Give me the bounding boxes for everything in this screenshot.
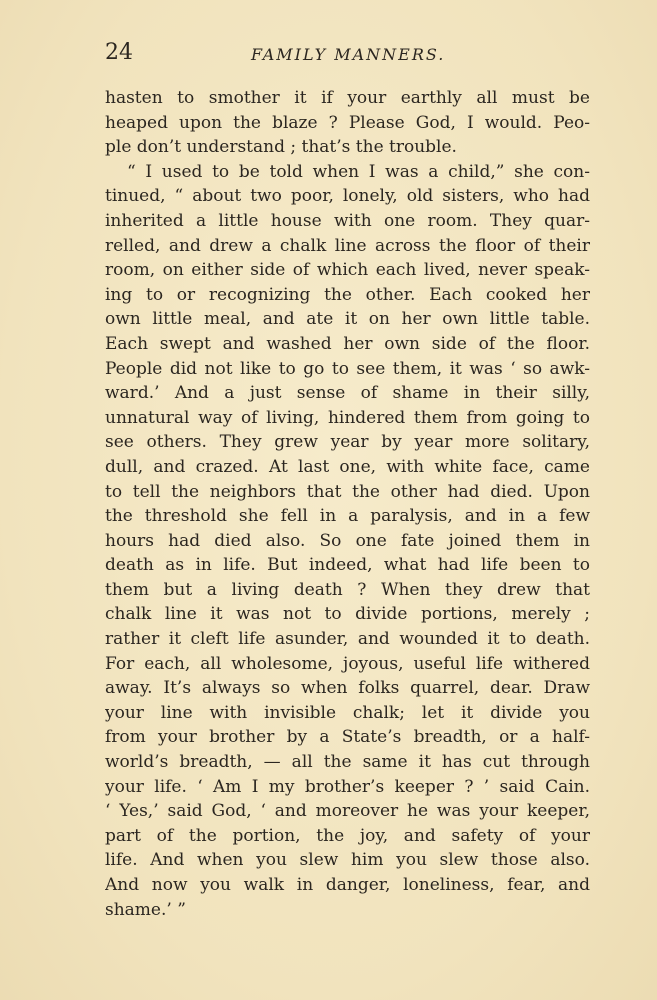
page-number: 24 — [105, 40, 133, 65]
text-line: dull, and crazed. At last one, with white face, came — [105, 456, 590, 477]
text-line: away. It’s always so when folks quarrel, dear. Draw — [105, 678, 590, 699]
text-line: hours had died also. So one fate joined them in — [105, 530, 590, 551]
text-line: ple don’t understand ; that’s the trouble. — [105, 137, 457, 158]
text-line: life. And when you slew him you slew those also. — [105, 850, 590, 871]
text-line: own little meal, and ate it on her own little table. — [105, 309, 590, 330]
text-line: Each swept and washed her own side of the floor. — [105, 333, 590, 354]
text-line: ward.’ And a just sense of shame in their silly, — [105, 383, 590, 404]
text-line: “ I used to be told when I was a child,” she con- — [127, 161, 590, 182]
text-line: from your brother by a State’s breadth, or a half- — [105, 727, 590, 748]
text-line: see others. They grew year by year more solitary, — [105, 432, 590, 453]
text-line: tinued, “ about two poor, lonely, old sisters, who had — [105, 186, 590, 207]
text-line: world’s breadth, — all the same it has cut through — [105, 752, 590, 773]
text-line: And now you walk in danger, loneliness, fear, and — [105, 875, 590, 895]
text-line: shame.’ ” — [105, 899, 186, 920]
body-text — [105, 86, 590, 922]
text-line: ing to or recognizing the other. Each cooked her — [105, 284, 590, 305]
text-line: inherited a little house with one room. They quar- — [105, 210, 590, 231]
text-line: People did not like to go to see them, it was ‘ so awk- — [105, 358, 590, 379]
text-line: chalk line it was not to divide portions, merely ; — [105, 604, 590, 625]
text-line: them but a living death ? When they drew that — [105, 579, 590, 600]
running-title: FAMILY MANNERS. — [251, 45, 446, 64]
text-line: ‘ Yes,’ said God, ‘ and moreover he was your keeper, — [105, 801, 590, 822]
text-line: part of the portion, the joy, and safety of your — [105, 825, 590, 846]
text-line: room, on either side of which each lived, never speak- — [105, 260, 590, 281]
page-header — [105, 40, 590, 70]
text-line: relled, and drew a chalk line across the floor of their — [105, 235, 590, 256]
text-line: to tell the neighbors that the other had died. Upon — [105, 481, 590, 502]
text-line: rather it cleft life asunder, and wounded it to death. — [105, 629, 590, 650]
text-line: your line with invisible chalk; let it divide you — [105, 702, 590, 723]
text-line: your life. ‘ Am I my brother’s keeper ? ’ said Cain. — [105, 776, 590, 797]
text-line: unnatural way of living, hindered them from going to — [105, 407, 590, 428]
text-line: hasten to smother it if your earthly all must be — [105, 88, 590, 108]
text-line: heaped upon the blaze ? Please God, I would. Peo- — [105, 112, 590, 133]
text-line: For each, all wholesome, joyous, useful life withered — [105, 653, 590, 674]
text-line: death as in life. But indeed, what had life been to — [105, 555, 590, 576]
text-line: the threshold she fell in a paralysis, and in a few — [105, 506, 590, 527]
